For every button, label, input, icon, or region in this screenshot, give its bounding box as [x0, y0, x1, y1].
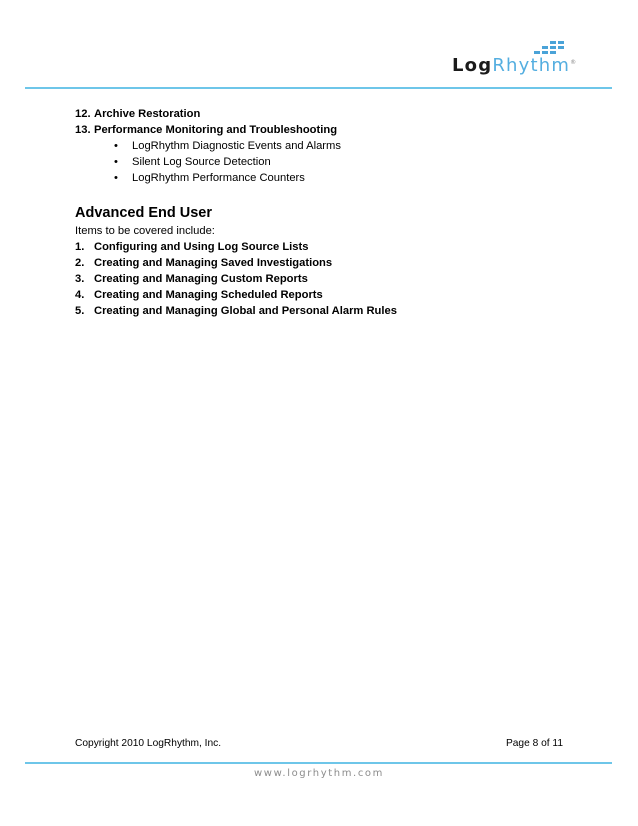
list-item	[75, 303, 595, 319]
bullet-icon: •	[114, 140, 118, 152]
list-item	[75, 287, 595, 303]
logo-text-rhythm: Rhythm	[492, 55, 571, 76]
list-item-text: Creating and Managing Saved Investigations	[94, 257, 333, 269]
bullet-text: LogRhythm Diagnostic Events and Alarms	[132, 140, 341, 152]
list-item-number: 5.	[75, 305, 85, 317]
logrhythm-logo	[452, 41, 592, 75]
logo-text	[452, 57, 577, 75]
list-item-text: Creating and Managing Custom Reports	[94, 273, 308, 285]
list-item-number: 4.	[75, 289, 85, 301]
page-number: Page 8 of 11	[505, 738, 563, 749]
list-item	[75, 271, 595, 287]
list-item-text: Creating and Managing Global and Personal Alarm Rules	[94, 305, 397, 317]
list-item-text: Archive Restoration	[94, 108, 201, 120]
bullet-item	[75, 154, 595, 170]
section-heading: Advanced End User	[75, 205, 212, 221]
bullet-icon: •	[114, 172, 118, 184]
header-rule	[25, 87, 612, 89]
list-item-number: 13.	[75, 124, 91, 136]
list-item	[75, 122, 595, 138]
list-item-number: 2.	[75, 257, 85, 269]
logo-text-log: Log	[452, 55, 493, 76]
list-item-number: 1.	[75, 241, 85, 253]
list-item-number: 3.	[75, 273, 85, 285]
list-item-text: Creating and Managing Scheduled Reports	[94, 289, 323, 301]
bullet-text: Silent Log Source Detection	[132, 156, 271, 168]
list-item	[75, 106, 595, 122]
list-item	[75, 239, 595, 255]
page-content	[75, 106, 595, 319]
list-item-text: Configuring and Using Log Source Lists	[94, 241, 309, 253]
copyright-text: Copyright 2010 LogRhythm, Inc.	[75, 738, 222, 749]
list-item	[75, 255, 595, 271]
section-intro: Items to be covered include:	[75, 225, 215, 237]
bullet-item	[75, 138, 595, 154]
bullet-item	[75, 170, 595, 186]
bullet-icon: •	[114, 156, 118, 168]
website-url: www.logrhythm.com	[254, 768, 384, 779]
sub-bullet-list	[75, 138, 595, 186]
list-item-number: 12.	[75, 108, 91, 120]
page-footer	[75, 738, 563, 749]
footer-rule	[25, 762, 612, 764]
bullet-text: LogRhythm Performance Counters	[132, 172, 305, 184]
list-item-text: Performance Monitoring and Troubleshooting	[94, 124, 338, 136]
logo-registered-mark: ®	[570, 59, 578, 66]
